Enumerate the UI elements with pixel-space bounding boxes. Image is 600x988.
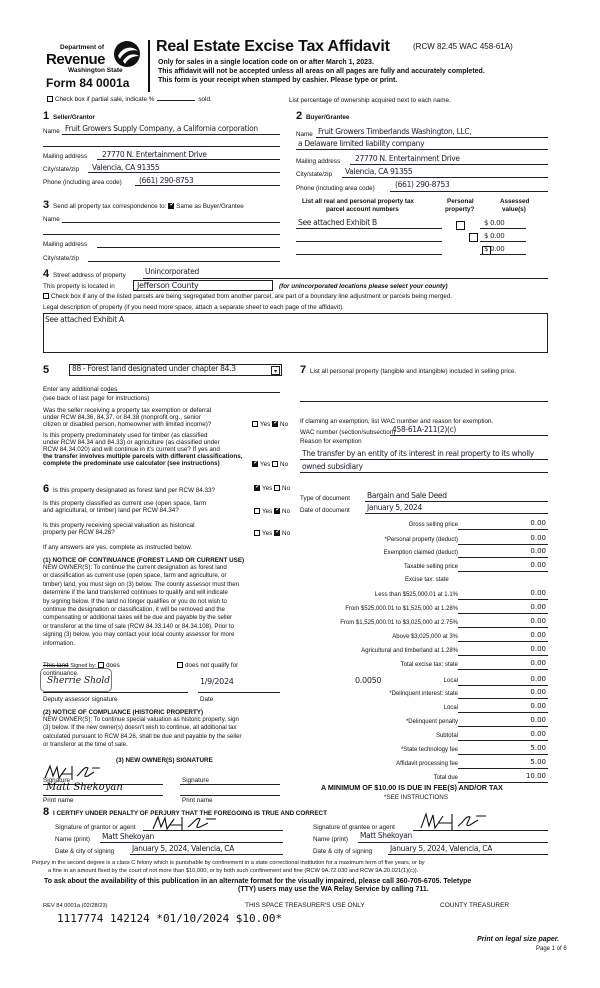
street-section-number: 4 xyxy=(43,268,50,280)
buyer-name-line xyxy=(316,137,548,138)
bracket2-label: From $525,000.01 to $1,525,000 at 1.28% xyxy=(345,606,458,612)
parcels-header-1: List all real and personal property tax xyxy=(302,198,414,205)
total-state-line xyxy=(458,669,548,670)
grantor-sig-label: Signature of grantor or agent xyxy=(55,824,136,831)
sec6-q3-yes-label: Yes xyxy=(262,530,273,537)
correspondence-row xyxy=(53,203,244,210)
sec5-q2c: RCW 84.34.020) and will continue in it's current use? If yes and xyxy=(43,446,220,453)
buyer-phone-line xyxy=(390,191,548,192)
continuance-word: continuance. xyxy=(43,670,79,677)
parcel-row-3-value[interactable]: $ 0.00 xyxy=(484,245,505,253)
compliance-line: calculated pursuant to RCW 84.26, shall be due and payable by the seller xyxy=(43,732,242,740)
sec6-q3b: property per RCW 84.26? xyxy=(43,529,115,536)
personal-line xyxy=(458,544,548,545)
exemption-line xyxy=(458,557,548,558)
buyer-name-label: Name xyxy=(296,131,313,138)
seller-heading: Seller/Grantor xyxy=(53,114,95,121)
sec5-q1-yes-label: Yes xyxy=(260,421,271,428)
sec6-q3-answers xyxy=(254,530,290,537)
legal-paper-note: Print on legal size paper. xyxy=(477,936,560,943)
street-label: Street address of property xyxy=(53,272,126,279)
buyer-name-1[interactable]: Fruit Growers Timberlands Washington, LLC, xyxy=(318,127,472,136)
continuance-line: information. xyxy=(43,639,75,647)
segregated-label: Check box if any of the listed parcels are being segregated from another parcel, are part of a boundary line adjustment or parcels being merged. xyxy=(51,293,453,300)
sec5-q1c: citizen or disabled person, homeowner with limited income)? xyxy=(43,421,212,428)
corr-city-label: City/state/zip xyxy=(43,255,80,262)
grantee-name-label: Name (print) xyxy=(313,836,348,843)
seller-name-line xyxy=(62,134,280,135)
does-not-checkbox[interactable] xyxy=(177,662,183,668)
local-line xyxy=(458,685,548,686)
sec5-q2a: Is this property predominately used for timber (as classified xyxy=(43,432,208,439)
taxable-line xyxy=(458,571,548,572)
bracket4-line xyxy=(458,641,548,642)
buyer-name-line-2 xyxy=(296,149,548,150)
header-note-2: This affidavit will not be accepted unless all areas on all pages are fully and accurately completed. xyxy=(158,68,485,75)
sec6-q2-answers xyxy=(254,508,290,515)
local-value[interactable]: 0.00 xyxy=(530,675,546,683)
grantor-name[interactable]: Matt Shekoyan xyxy=(102,832,155,841)
perjury-line-1: Perjury in the second degree is a class C felony which is punishable by confinement in a state correctional institution for a maximum term of five years, or by xyxy=(32,860,425,866)
doc-type[interactable]: Bargain and Sale Deed xyxy=(367,491,447,500)
form-codes: (RCW 82.45 WAC 458-61A) xyxy=(413,42,513,51)
local-2-line xyxy=(458,712,548,713)
sec5-q2-no-checkbox[interactable] xyxy=(272,461,278,467)
owner-sig-label-1: Signature xyxy=(43,777,70,784)
personal-property-label: List all personal property (tangible and intangible) included in selling price. xyxy=(310,368,517,375)
reason-line-1[interactable]: The transfer by an entity of its interest in real property to its wholly xyxy=(302,449,534,458)
local-2-value[interactable]: 0.00 xyxy=(530,702,546,710)
assessed-header-2: value(s) xyxy=(502,206,526,213)
sec5-q2d: the transfer involves multiple parcels with different classifications, xyxy=(43,453,243,460)
alt-format-1: To ask about the availability of this publication in an alternate format for the visually impaired, please call 360-705-6705. Teletype xyxy=(44,878,472,885)
affidavit-fee-value[interactable]: 5.00 xyxy=(530,758,546,766)
legal-label: Legal description of property (if you need more space, attach a separate sheet to each page of the affidavit). xyxy=(43,304,344,311)
bracket2-value[interactable]: 0.00 xyxy=(530,603,546,611)
grantor-date-label: Date & city of signing xyxy=(55,848,115,855)
delinquent-state-line xyxy=(458,698,548,699)
owner-print-line-2[interactable] xyxy=(180,795,280,796)
parcel-row-1-number[interactable]: See attached Exhibit B xyxy=(298,218,377,227)
buyer-mail-label: Mailing address xyxy=(296,158,341,165)
sec5-q1-no-label: No xyxy=(280,421,289,428)
certify-statement: I CERTIFY UNDER PENALTY OF PERJURY THAT THE FOREGOING IS TRUE AND CORRECT xyxy=(53,810,327,817)
continuance-line: or classification as current use (open space, farm and agriculture, or xyxy=(43,572,227,580)
sec5-q2b: under RCW 84.34 and 84.33) or agriculture (as classified under xyxy=(43,439,220,446)
corr-mail-label: Mailing address xyxy=(43,241,88,248)
additional-codes-label: Enter any additional codes xyxy=(43,386,118,393)
seller-phone-label: Phone (including area code) xyxy=(43,179,122,186)
continuance-line: NEW OWNER(S): To continue the current designation as forest land xyxy=(43,564,227,571)
use-code-value: 88 - Forest land designated under chapter 84.3 xyxy=(72,364,236,373)
sec6-q3-yes-checkbox[interactable] xyxy=(254,530,260,536)
continuance-line: signing (3) below, you may contact your local county assessor for more xyxy=(43,631,235,639)
grantee-date-city[interactable]: January 5, 2024, Valencia, CA xyxy=(390,844,493,853)
local-label: Local xyxy=(443,678,458,684)
wac-label: WAC number (section/subsection) xyxy=(300,429,396,436)
header-note-3: This form is your receipt when stamped by cashier. Please type or print. xyxy=(158,77,398,84)
header-note-1: Only for sales in a single location code on or after March 1, 2023. xyxy=(158,59,374,66)
grantee-signature xyxy=(418,810,498,836)
bracket1-label: Less than $525,000.01 at 1.1% xyxy=(374,592,458,598)
parcel-row-2-value[interactable]: $ 0.00 xyxy=(484,232,505,240)
sec6-number: 6 xyxy=(43,483,50,495)
county-treasurer: COUNTY TREASURER xyxy=(440,902,510,909)
taxable-value[interactable]: 0.00 xyxy=(530,561,546,569)
compliance-text xyxy=(43,716,242,750)
partial-sale-percent-field[interactable] xyxy=(157,100,195,101)
agricultural-line xyxy=(458,655,548,656)
revenue-wordmark: Revenue xyxy=(46,51,106,68)
compliance-heading: (2) NOTICE OF COMPLIANCE (HISTORIC PROPERTY) xyxy=(43,709,204,716)
doc-type-line xyxy=(365,501,548,502)
see-instructions: *SEE INSTRUCTIONS xyxy=(384,794,449,801)
bracket4-value[interactable]: 0.00 xyxy=(530,631,546,639)
excise-state-heading: Excise tax: state xyxy=(405,577,449,583)
partial-sale-suffix: sold. xyxy=(198,96,212,103)
gross-value[interactable]: 0.00 xyxy=(530,519,546,527)
treasurer-stamp: 1117774 142124 *01/10/2024 $10.00* xyxy=(57,912,283,925)
buyer-name-2[interactable]: a Delaware limited liability company xyxy=(298,139,425,148)
partial-sale-row xyxy=(47,96,212,103)
sec6-q2a: Is this property classified as current use (open space, farm xyxy=(43,500,207,507)
personal-label: *Personal property (deduct) xyxy=(384,537,458,543)
bracket3-value[interactable]: 0.00 xyxy=(530,617,546,625)
correspondence-label: Send all property tax correspondence to: xyxy=(53,203,167,210)
grantee-sig-label: Signature of grantee or agent xyxy=(313,824,395,831)
treasurer-only: THIS SPACE TREASURER'S USE ONLY xyxy=(245,902,365,909)
sec5-q2-yes-label: Yes xyxy=(260,461,271,468)
sec6-q3-no-checkbox[interactable] xyxy=(274,530,280,536)
personal-property-line[interactable] xyxy=(300,401,548,402)
sec6-q2-yes-label: Yes xyxy=(262,508,273,515)
segregated-checkbox[interactable] xyxy=(43,293,49,299)
sec6-q1: Is this property designated as forest land per RCW 84.33? xyxy=(53,487,216,494)
grantor-name-label: Name (print) xyxy=(55,836,90,843)
sec6-q2-no-label: No xyxy=(282,508,291,515)
bracket1-line xyxy=(458,599,548,600)
located-note: (for unincorporated locations please select your county) xyxy=(279,283,448,290)
does-label: does xyxy=(106,662,120,669)
form-number: Form 84 0001a xyxy=(46,76,130,90)
correspondence-section-number: 3 xyxy=(43,199,50,211)
total-state-value[interactable]: 0.00 xyxy=(530,659,546,667)
bracket2-line xyxy=(458,613,548,614)
county-select[interactable]: Jefferson County xyxy=(133,280,273,291)
seller-mail[interactable]: 27770 N. Entertainment Drive xyxy=(102,150,207,159)
grantor-signature xyxy=(150,814,230,836)
reason-rule-2 xyxy=(300,472,548,473)
local-rate[interactable]: 0.0050 xyxy=(355,676,382,685)
delinquent-penalty-line xyxy=(458,726,548,727)
seller-phone[interactable]: (661) 290-8753 xyxy=(139,176,194,185)
owner-printed-name: Matt Shekoyan xyxy=(46,782,123,793)
sec5-q1-answers xyxy=(252,421,288,428)
page-number: Page 1 of 6 xyxy=(536,946,567,952)
corr-name-line-2[interactable] xyxy=(43,234,280,235)
grantor-date-city[interactable]: January 5, 2024, Valencia, CA xyxy=(132,844,235,853)
buyer-mail[interactable]: 27770 N. Entertainment Drive xyxy=(355,154,460,163)
corr-mail-line[interactable] xyxy=(97,247,280,248)
partial-sale-label: Check box if partial sale, indicate % xyxy=(55,96,155,103)
seller-name-line-2 xyxy=(43,146,280,147)
deputy-date-label: Date xyxy=(200,696,214,703)
sec6-q2-yes-checkbox[interactable] xyxy=(254,508,260,514)
exemption-label: Exemption claimed (deduct) xyxy=(383,550,458,556)
sec5-q1b: under RCW 84.36, 84.37, or 84.38 (nonprofit org., senior xyxy=(43,414,201,421)
sec7-label xyxy=(310,368,550,375)
signed-by-label: Signed by: xyxy=(70,663,97,669)
sec6-q2-no-checkbox[interactable] xyxy=(274,508,280,514)
sec5-q1a: Was the seller receiving a property tax exemption or deferral xyxy=(43,407,212,414)
gross-line xyxy=(458,529,548,530)
does-not-label: does not qualify for xyxy=(185,662,239,669)
continuance-line: continue the designation or classification, it will be removed and the xyxy=(43,606,225,614)
deputy-date: 1/9/2024 xyxy=(200,677,234,686)
total-state-label: Total excise tax: state xyxy=(400,662,458,668)
subtotal-value[interactable]: 0.00 xyxy=(530,730,546,738)
additional-codes-line[interactable] xyxy=(108,392,280,393)
wac-prompt: If claiming an exemption, list WAC number and reason for exemption. xyxy=(300,418,494,425)
bracket3-label: From $1,525,000.01 to $3,025,000 at 2.75% xyxy=(340,620,458,626)
continuance-heading: (1) NOTICE OF CONTINUANCE (FOREST LAND OR CURRENT USE) xyxy=(43,557,245,564)
exemption-value[interactable]: 0.00 xyxy=(530,547,546,555)
sec6-q1-no-label: No xyxy=(282,485,291,492)
sec5-q2-no-label: No xyxy=(280,461,289,468)
doc-date-line xyxy=(365,513,548,514)
compliance-line: NEW OWNER(S): To continue special valuation as historic property, sign xyxy=(43,716,239,723)
seller-section-number: 1 xyxy=(43,110,50,122)
agricultural-value[interactable]: 0.00 xyxy=(530,645,546,653)
reason-label: Reason for exemption xyxy=(300,438,362,445)
sec6-q1-no-checkbox[interactable] xyxy=(274,485,280,491)
sec7-number: 7 xyxy=(300,364,307,376)
subtotal-label: Subtotal xyxy=(435,733,458,739)
assessed-header-1: Assessed xyxy=(500,198,530,205)
delinquent-state-label: *Delinquent interest: state xyxy=(389,691,458,697)
bracket1-value[interactable]: 0.00 xyxy=(530,589,546,597)
use-code-select[interactable] xyxy=(69,364,282,376)
seller-name-label: Name xyxy=(43,128,60,135)
rev-label: REV 84 0001a (02/28/23) xyxy=(43,903,108,909)
affidavit-fee-label: Affidavit processing fee xyxy=(396,761,458,767)
affidavit-fee-line xyxy=(458,768,548,769)
owner-print-label-2: Print name xyxy=(182,797,213,804)
buyer-section-number: 2 xyxy=(296,110,303,122)
sec5-q1-no-checkbox[interactable] xyxy=(272,421,278,427)
sec5-number: 5 xyxy=(43,364,50,376)
sec6-q1-yes-checkbox[interactable] xyxy=(254,485,260,491)
this-land-label: This land xyxy=(43,662,69,669)
parcel-row-3-value-line xyxy=(480,254,526,255)
subtotal-line xyxy=(458,740,548,741)
sec5-q2-answers xyxy=(252,461,288,468)
personal-value[interactable]: 0.00 xyxy=(530,534,546,542)
total-due-label: Total due xyxy=(433,775,458,781)
new-owner-heading: (3) NEW OWNER(S) SIGNATURE xyxy=(116,757,213,764)
sec8-number: 8 xyxy=(43,806,50,818)
sec5-q1-yes-checkbox[interactable] xyxy=(252,421,258,427)
segregated-row xyxy=(43,293,452,300)
continuance-line: compensating or additional taxes will be due and payable by the seller xyxy=(43,614,233,622)
parcels-header-2: parcel account numbers xyxy=(326,206,399,213)
taxable-label: Taxable selling price xyxy=(403,564,458,570)
buyer-city-line xyxy=(342,177,548,178)
buyer-mail-line xyxy=(350,164,548,165)
deputy-label: Deputy assessor signature xyxy=(43,696,118,703)
seller-name[interactable]: Fruit Growers Supply Company, a California corporation xyxy=(65,124,258,133)
grantor-name-line xyxy=(100,842,283,843)
use-code-dropdown-icon[interactable]: ▾ xyxy=(271,366,280,375)
minimum-note: A MINIMUM OF $10.00 IS DUE IN FEE(S) AND/OR TAX xyxy=(321,783,503,792)
sec6-instructions: If any answers are yes, complete as instructed below. xyxy=(43,544,193,551)
located-label: This property is located in xyxy=(43,283,115,290)
owner-print-label-1: Print name xyxy=(43,797,74,804)
sec6-q1-yes-label: Yes xyxy=(262,485,273,492)
grantee-name-line xyxy=(358,842,548,843)
same-as-buyer-checkbox[interactable] xyxy=(168,203,174,209)
sec5-q2e: complete the predominate use calculator (see instructions) xyxy=(43,460,220,467)
street-line xyxy=(143,278,548,279)
sec6-q1-answers xyxy=(254,485,290,492)
buyer-phone[interactable]: (661) 290-8753 xyxy=(395,180,450,189)
perjury-line-2: a fine in an amount fixed by the court of not more than $10,000, or by both such confinement and fine (RCW 9A.72.030 and RCW 9A.20.021(1)(c)). xyxy=(48,868,419,874)
seller-city[interactable]: Valencia, CA 91355 xyxy=(92,163,160,172)
corr-name-line[interactable] xyxy=(62,222,280,223)
see-back-label: (see back of last page for instructions) xyxy=(43,395,150,402)
corr-city-line[interactable] xyxy=(88,261,280,262)
form-title: Real Estate Excise Tax Affidavit xyxy=(156,38,390,55)
parcel-row-1-value[interactable]: $ 0.00 xyxy=(484,219,505,227)
grantee-date-line xyxy=(388,854,548,855)
doc-date-label: Date of document xyxy=(300,507,350,514)
total-due-value[interactable]: 10.00 xyxy=(525,772,546,780)
parcel-row-1-line xyxy=(296,228,442,229)
wac-line xyxy=(390,435,548,436)
delinquent-state-value[interactable]: 0.00 xyxy=(530,688,546,696)
deputy-signature-line xyxy=(43,692,188,693)
delinquent-penalty-label: *Delinquent penalty xyxy=(405,719,458,725)
bracket4-label: Above $3,025,000 at 3% xyxy=(392,634,458,640)
buyer-phone-label: Phone (including area code) xyxy=(296,185,375,192)
continuance-line: or transferor at the time of sale (RCW 84.33.140 or 84.34.108). Prior to xyxy=(43,622,235,630)
seller-mail-label: Mailing address xyxy=(43,153,88,160)
deputy-date-line xyxy=(198,692,280,693)
parcel-row-1-value-line xyxy=(480,228,526,229)
parcel-row-2-personal-checkbox[interactable] xyxy=(469,233,478,242)
legal-description[interactable]: See attached Exhibit A xyxy=(45,315,124,324)
tech-fee-value[interactable]: 5.00 xyxy=(530,744,546,752)
continuance-line: by signing below. If the land no longer qualifies or you do not wish to xyxy=(43,597,227,605)
parcel-row-2-line[interactable] xyxy=(296,241,442,242)
buyer-city-label: City/state/zip xyxy=(296,171,333,178)
continuance-text xyxy=(43,564,239,648)
gross-label: Gross selling price xyxy=(408,522,458,528)
personal-header-1: Personal xyxy=(447,198,474,205)
sec6-q3a: Is this property receiving special valuation as historical xyxy=(43,522,195,529)
bracket3-line xyxy=(458,627,548,628)
tech-fee-line xyxy=(458,754,548,755)
street-value[interactable]: Unincorporated xyxy=(145,267,200,276)
agricultural-label: Agricultural and timberland at 1.28% xyxy=(361,648,458,654)
buyer-heading: Buyer/Grantee xyxy=(306,114,350,121)
delinquent-penalty-value[interactable]: 0.00 xyxy=(530,716,546,724)
state-label: Washington State xyxy=(68,67,123,74)
sec5-q2-yes-checkbox[interactable] xyxy=(252,461,258,467)
parcel-row-1-personal-checkbox[interactable] xyxy=(456,221,465,230)
corr-name-label: Name xyxy=(43,216,60,223)
reason-line-2[interactable]: owned subsidiary xyxy=(302,462,363,471)
owner-sig-label-2: Signature xyxy=(182,777,209,784)
compliance-line: (3) below. If the new owner(s) doesn't wish to continue, all additional tax xyxy=(43,724,237,732)
doc-date[interactable]: January 5, 2024 xyxy=(367,503,422,512)
alt-format-2: (TTY) users may use the WA Relay Service by calling 711. xyxy=(238,886,429,893)
personal-header-2: property? xyxy=(445,206,475,213)
sec6-q2b: and agricultural, or timber) land per RCW 84.34? xyxy=(43,507,179,514)
compliance-line: or transferor at the time of sale. xyxy=(43,741,128,749)
parcel-row-3-line[interactable] xyxy=(296,254,442,255)
grantee-date-label: Date & city of signing xyxy=(313,848,373,855)
grantor-date-line xyxy=(130,854,283,855)
owner-print-line-1[interactable] xyxy=(43,795,163,796)
sec6-q3-no-label: No xyxy=(282,530,291,537)
wac-number[interactable]: 458-61A-211(2)(c) xyxy=(392,425,457,434)
buyer-city[interactable]: Valencia, CA 91355 xyxy=(345,167,413,176)
seller-city-label: City/state/zip xyxy=(43,166,80,173)
continuance-line: determine if the land transferred continues to qualify and will indicate xyxy=(43,589,228,597)
tech-fee-label: *State technology fee xyxy=(400,747,458,753)
dept-label: Department of xyxy=(60,44,105,51)
deputy-signature: Sherrie Shold xyxy=(47,676,110,686)
does-not-row xyxy=(177,662,238,669)
partial-sale-checkbox[interactable] xyxy=(47,96,53,102)
reason-rule-1 xyxy=(300,459,548,460)
same-as-buyer-label: Same as Buyer/Grantee xyxy=(176,203,244,210)
grantee-name[interactable]: Matt Shekoyan xyxy=(360,831,413,840)
continuance-line: timber) land, you must sign on (3) below. The county assessor must then xyxy=(43,580,239,588)
ownership-note: List percentage of ownership acquired next to each name. xyxy=(289,97,451,104)
doc-type-label: Type of document xyxy=(300,495,351,502)
parcel-row-2-value-line xyxy=(480,241,526,242)
header-divider xyxy=(148,40,150,92)
local-2-label: Local xyxy=(443,705,458,711)
